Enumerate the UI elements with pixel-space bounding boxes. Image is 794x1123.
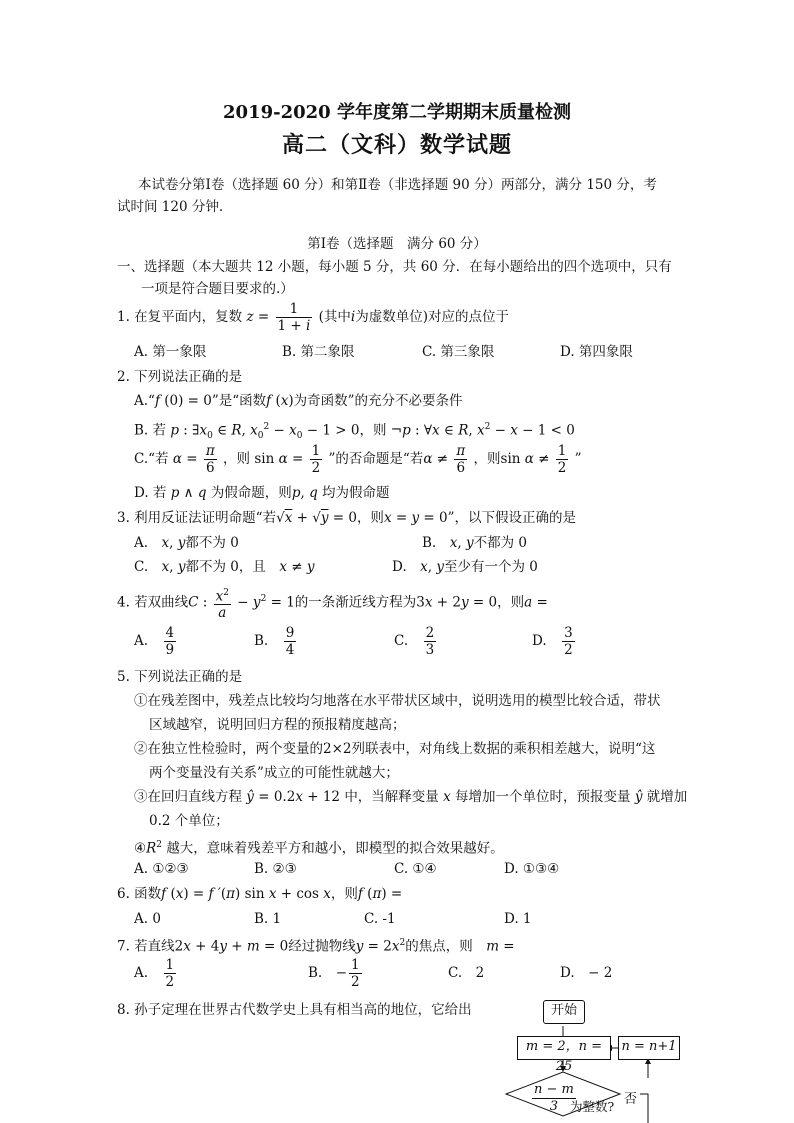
q3-option-b: B. x, y不都为 0: [422, 535, 527, 551]
q6-option-b: B. 1: [254, 911, 282, 927]
q1-option-c: C. 第三象限: [422, 344, 495, 360]
flowchart-condition-text: 为整数?: [570, 1099, 615, 1114]
exam-subtitle: 高二（文科）数学试题: [281, 132, 512, 158]
q6-option-c: C. -1: [364, 911, 396, 927]
q3-option-a: A. x, y都不为 0: [134, 535, 239, 551]
question-4: 4. 若双曲线C : $\frac{x^2}{a}$ − $y^2 = 1$的一条渐近线方程为3x + 2y = 0，则a =: [117, 578, 548, 624]
q4-option-a: A. $\frac{4}{9}$: [134, 625, 175, 658]
question-5: 5. 下列说法正确的是: [117, 669, 243, 685]
q5-statement-2b: 两个变量没有关系”成立的可能性就越大；: [149, 765, 399, 781]
q2-option-b: B. 若 p : $\exists x_0$ ∈ R, $x_0^2 - x_0 - 1 > 0$，则 ¬p : ∀x ∈ R, $x^2 - x - 1 < 0$: [134, 422, 575, 442]
q3-option-c: C. x, y都不为 0，且 x ≠ y: [134, 559, 315, 575]
q5-option-d: D. ①③④: [504, 861, 560, 877]
q1-option-d: D. 第四象限: [560, 344, 633, 360]
question-3: 3. 利用反证法证明命题“若√x + √y = 0，则x = y = 0”，以下假设正确的是: [117, 510, 576, 526]
question-7: 7. 若直线2x + 4y + m = 0经过抛物线$y = 2x^2$的焦点，则 m =: [117, 938, 515, 955]
intro-line-1: 本试卷分第Ⅰ卷（选择题 60 分）和第Ⅱ卷（非选择题 90 分）两部分，满分 150 分，考: [138, 177, 657, 193]
question-6: 6. 函数f (x) = f ′(π) sin x + cos x，则f (π) =: [117, 886, 403, 902]
q4-option-b: B. $\frac{9}{4}$: [254, 625, 295, 658]
exam-title: 2019-2020 学年度第二学期期末质量检测: [223, 102, 571, 123]
flowchart-update: n = n+1: [618, 1036, 680, 1060]
q1-option-a: A. 第一象限: [134, 344, 207, 360]
q5-option-b: B. ②③: [254, 861, 297, 877]
q1-option-b: B. 第二象限: [282, 344, 355, 360]
section-instruction-2: 一项是符合题目要求的.）: [141, 281, 294, 297]
q5-statement-3b: 0.2 个单位；: [149, 813, 229, 829]
section-instruction-1: 一、选择题（本大题共 12 小题，每小题 5 分，共 60 分．在每小题给出的四个选项中，只有: [117, 259, 672, 275]
q5-statement-1b: 区域越窄，说明回归方程的预报精度越高；: [149, 717, 406, 733]
flowchart-init: m = 2，n = 25: [517, 1036, 611, 1060]
q2-option-a: A.“f (0) = 0”是“函数f (x)为奇函数”的充分不必要条件: [134, 393, 463, 409]
q3-option-d: D. x, y至少有一个为 0: [392, 559, 538, 575]
part-one-heading: 第Ⅰ卷（选择题 满分 60 分）: [307, 236, 487, 252]
q6-option-d: D. 1: [504, 911, 532, 927]
q5-option-c: C. ①④: [394, 861, 437, 877]
question-2: 2. 下列说法正确的是: [117, 369, 243, 385]
q7-option-c: C. 2: [448, 965, 485, 981]
q5-option-a: A. ①②③: [134, 861, 189, 877]
question-8: 8. 孙子定理在世界古代数学史上具有相当高的地位，它给出: [117, 1002, 472, 1018]
q5-statement-2a: ②在独立性检验时，两个变量的2×2列联表中，对角线上数据的乘积相差越大，说明“这: [134, 741, 656, 757]
q5-statement-3a: ③在回归直线方程 ŷ = 0.2x + 12 中，当解释变量 x 每增加一个单位时，预报变量 ŷ 就增加: [134, 789, 688, 805]
flowchart-condition-fraction: $\frac{n - m}{3}$: [534, 1082, 574, 1114]
q4-option-c: C. $\frac{2}{3}$: [394, 625, 435, 658]
q5-statement-1a: ①在残差图中，残差点比较均匀地落在水平带状区域中，说明选用的模型比较合适，带状: [134, 693, 661, 709]
q2-option-c: C.“若 α = $\frac{\pi}{6}$ ，则 sin α = $\frac{1}{2}$ ”的否命题是“若α ≠ $\frac{\pi}{6}$ ，则sin α ≠ $\frac{1}{2}$ ”: [134, 443, 582, 476]
q1-fraction: $\frac{1}{1 + i}$: [277, 301, 311, 334]
q5-statement-4: $④R^2$ 越大，意味着残差平方和越小，即模型的拟合效果越好。: [134, 840, 504, 857]
q2-option-d: D. 若 p ∧ q 为假命题，则p, q 均为假命题: [134, 485, 390, 501]
question-1: 1. 在复平面内，复数 z = $\frac{1}{1 + i}$ (其中i为虚数单位)对应的点位于: [117, 301, 509, 334]
flowchart-no-label: 否: [624, 1092, 638, 1107]
q7-option-b: B. − $\frac{1}{2}$: [308, 957, 360, 990]
q6-option-a: A. 0: [134, 911, 161, 927]
q7-option-a: A. $\frac{1}{2}$: [134, 957, 175, 990]
q4-option-d: D. $\frac{3}{2}$: [532, 625, 573, 658]
intro-line-2: 试时间 120 分钟.: [117, 199, 224, 215]
flowchart-start: 开始: [543, 1000, 585, 1024]
q7-option-d: D. − 2: [560, 965, 613, 981]
